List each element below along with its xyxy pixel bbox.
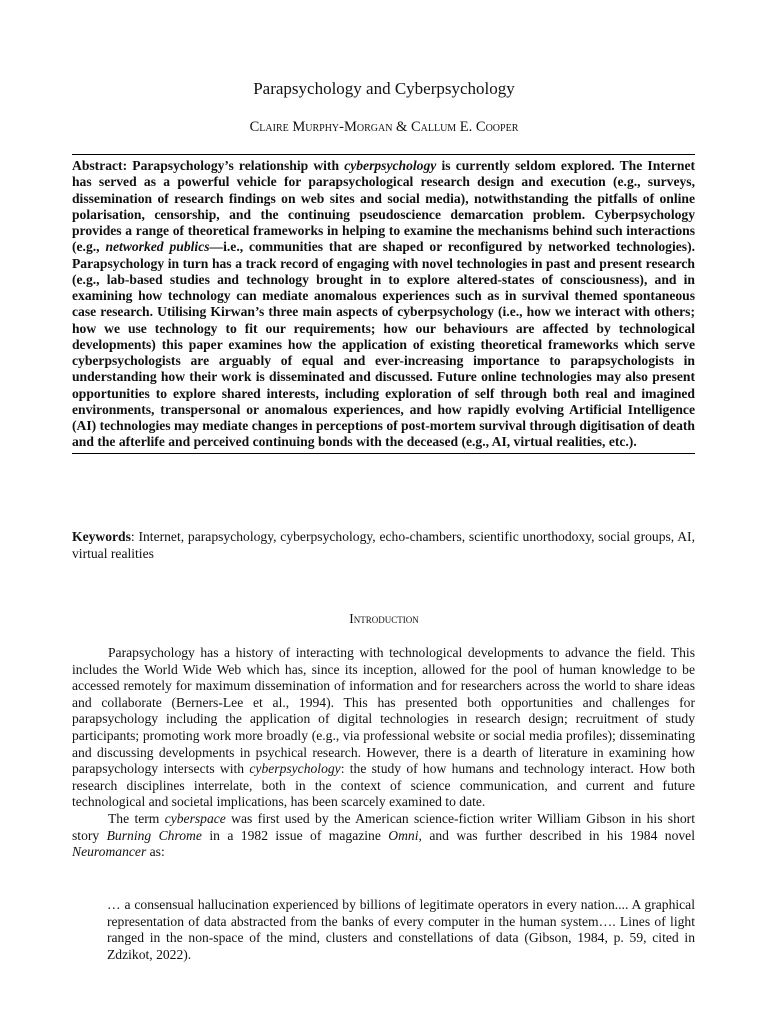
paragraph-text: Parapsychology has a history of interacting with technological developments to advance the field. This includes the World Wide Web which has, since its inception, allowed for the pool of human knowledge to be accessed remotely for maximum dissemination of information and for researchers across the world to share ideas and collaborate (Berners-Lee et al., 1994). This has presented both opportunities and challenges for parapsychology including the application of digital technologies in research design; recruitment of study participants; promoting work more broadly (e.g., via professional website or social media profiles); disseminating and discussing developments in psychical research. However, there is a dearth of literature in examining how parapsychology intersects with: [72, 645, 695, 777]
abstract-text: Parapsychology’s relationship with: [127, 158, 345, 173]
body-paragraph: [72, 645, 695, 811]
introduction-body: [72, 645, 695, 861]
abstract-text: —i.e., communities that are shaped or reconfigured by networked technologies). Parapsychology in turn has a track record of engaging with novel technologies in past and present research (e.g., lab-based studies and technology brought in to explore altered-states of consciousness), and in examining how technology can mediate anomalous experiences such as in survival themed spontaneous case research. Utilising Kirwan’s three main aspects of cyberpsychology (i.e., how we interact with others; how we use technology to fit our requirements; how our behaviours are affected by technological developments) this paper examines how the application of existing theoretical frameworks which serve cyberpsychologists are arguably of equal and ever-increasing importance to parapsychologists in understanding how their work is disseminated and discussed. Future online technologies may also present opportunities to explore shared interests, including exploration of self through both real and imagined environments, transpersonal or anomalous experiences, and how rapidly evolving Artificial Intelligence (AI) technologies may mediate changes in perceptions of post-mortem survival through digitisation of death and the afterlife and perceived continuing bonds with the deceased (e.g., AI, virtual realities, etc.).: [72, 239, 695, 450]
title-neuromancer: Neuromancer: [72, 844, 147, 860]
keywords-block: [72, 528, 695, 562]
paragraph-text: was first used by the American science-fiction writer William Gibson in his short story: [72, 810, 695, 843]
paragraph-text: , and was further described in his 1984 novel: [418, 827, 695, 843]
abstract-term-networked-publics: networked publics: [105, 239, 210, 255]
block-quote: … a consensual hallucination experienced by billions of legitimate operators in every nation.... A graphical representation of data abstracted from the banks of every computer in the human system…. Lines of light ranged in the non-space of the mind, clusters and constellations of data (Gibson, 1984, p. 59, cited in Zdzikot, 2022).: [107, 897, 695, 962]
keywords-list: : Internet, parapsychology, cyberpsychology, echo-chambers, scientific unorthodoxy, social groups, AI, virtual realities: [72, 529, 695, 561]
term-cyberspace: cyberspace: [164, 810, 226, 826]
abstract-block: [72, 154, 695, 454]
paragraph-text: as:: [146, 844, 165, 860]
paragraph-text: The term: [108, 810, 165, 826]
section-heading-introduction: Introduction: [349, 611, 419, 626]
abstract-term-cyberpsychology: cyberpsychology: [344, 158, 437, 173]
term-cyberpsychology: cyberpsychology: [249, 761, 341, 777]
paragraph-text: in a 1982 issue of magazine: [201, 827, 389, 843]
paragraph-text: : the study of how humans and technology interact. How both research disciplines interrelate, both in the context of science communication, and current and future technological and societal implications, has been scarcely examined to date.: [72, 761, 695, 810]
abstract-text: is currently seldom explored. The Internet has served as a powerful vehicle for parapsychological research design and execution (e.g., surveys, dissemination of research findings on web sites and social media), notwithstanding the pitfalls of online polarisation, censorship, and the continuing pseudoscience demarcation problem. Cyberpsychology provides a range of theoretical frameworks in helping to examine the mechanisms behind such interactions (e.g.,: [72, 158, 696, 255]
keywords-label: Keywords: [72, 529, 131, 544]
abstract-label: Abstract:: [72, 158, 128, 173]
paper-authors: Claire Murphy-Morgan & Callum E. Cooper: [249, 119, 519, 135]
title-omni: Omni: [388, 827, 419, 843]
title-burning-chrome: Burning Chrome: [106, 827, 202, 843]
paper-title: Parapsychology and Cyberpsychology: [253, 79, 515, 98]
body-paragraph: [72, 811, 695, 861]
